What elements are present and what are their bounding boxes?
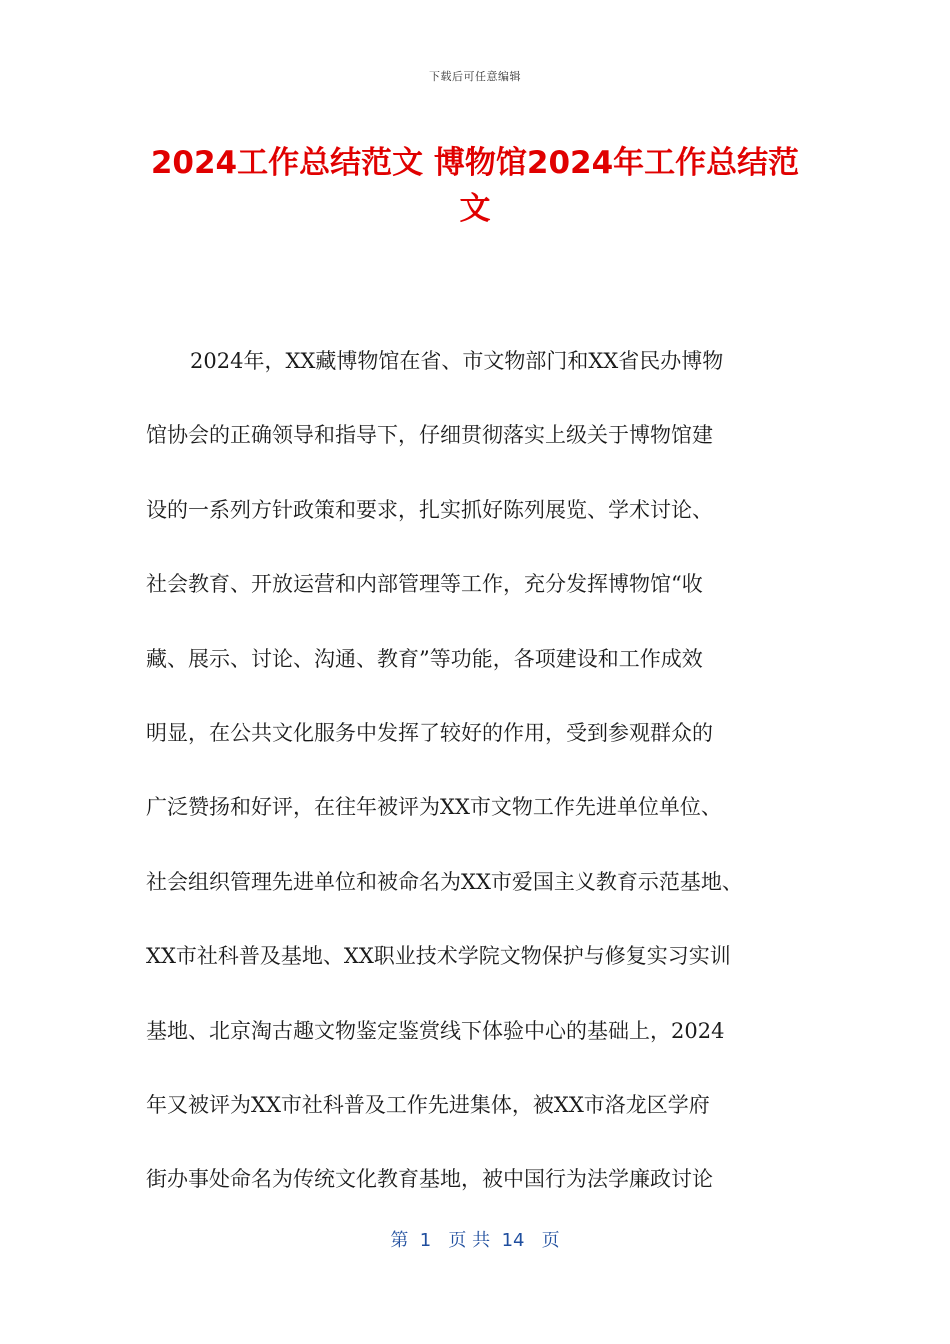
body-line: 基地、北京淘古趣文物鉴定鉴赏线下体验中心的基础上，2024	[146, 1018, 725, 1043]
document-title: 2024工作总结范文 博物馆2024年工作总结范文	[150, 145, 800, 227]
body-line: 藏、展示、讨论、沟通、教育”等功能，各项建设和工作成效	[146, 646, 703, 671]
header-note: 下载后可任意编辑	[429, 70, 521, 83]
body-line: 2024年，XX藏博物馆在省、市文物部门和XX省民办博物	[190, 349, 724, 373]
body-line: 设的一系列方针政策和要求，扎实抓好陈列展览、学术讨论、	[146, 497, 713, 522]
body-line: 社会组织管理先进单位和被命名为XX市爱国主义教育示范基地、	[146, 869, 743, 894]
body-line: 馆协会的正确领导和指导下，仔细贯彻落实上级关于博物馆建	[146, 423, 713, 448]
body-line: 广泛赞扬和好评，在往年被评为XX市文物工作先进单位单位、	[146, 795, 722, 820]
body-line: 年又被评为XX市社科普及工作先进集体，被XX市洛龙区学府	[146, 1092, 710, 1117]
body-line: 明显，在公共文化服务中发挥了较好的作用，受到参观群众的	[146, 720, 713, 745]
body-line: 街办事处命名为传统文化教育基地，被中国行为法学廉政讨论	[146, 1167, 713, 1192]
body-paragraph	[146, 324, 818, 1217]
page-footer: 第 1 页 共 14 页	[390, 1230, 560, 1251]
body-line: 社会教育、开放运营和内部管理等工作，充分发挥博物馆“收	[146, 572, 703, 597]
body-line: XX市社科普及基地、XX职业技术学院文物保护与修复实习实训	[146, 944, 731, 969]
